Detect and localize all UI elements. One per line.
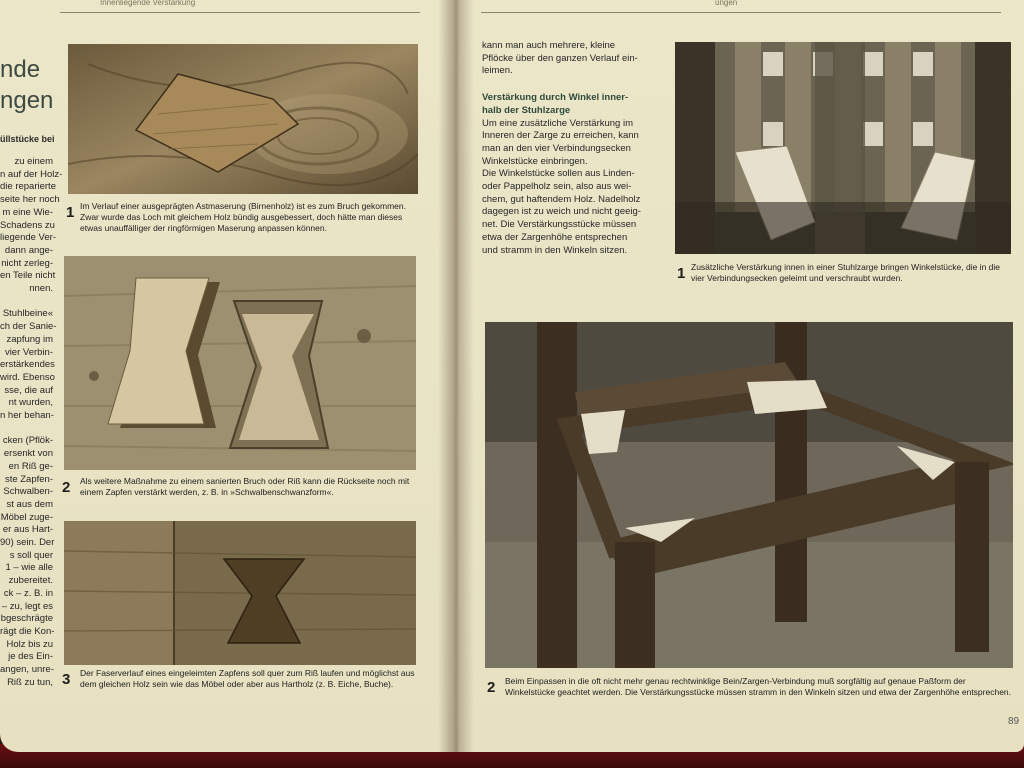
body-line: dagegen ist zu weich und nicht geeig-: [482, 206, 641, 218]
column-line: vier Verbin-: [4, 346, 53, 358]
body-line: und stramm in den Winkeln sitzen.: [482, 244, 628, 256]
column-line: cken (Pflök-: [2, 435, 53, 447]
column-line: [0, 296, 53, 309]
column-line: je des Ein-: [8, 651, 53, 663]
fig2-caption: Als weitere Maßnahme zu einem sanierten Bruch oder Riß kann die Rückseite noch mit einem Zapfen verstärkt werden, z. B. in »Schwalbenschwanzform«.: [80, 476, 410, 497]
column-line: ck – z. B. in: [3, 587, 53, 599]
column-line: st aus dem: [6, 498, 53, 510]
side-title-line-1: nde: [0, 56, 41, 83]
column-line: ersenkt von: [3, 448, 53, 460]
column-line: Möbel zuge-: [0, 511, 53, 523]
column-line: wird. Ebenso: [0, 371, 55, 383]
intro-line: leimen.: [482, 65, 513, 77]
running-head-left: Innenliegende Verstärkung: [100, 0, 196, 7]
column-line: er aus Hart-: [2, 524, 53, 536]
header-rule-right: [481, 12, 1001, 13]
fig3-caption: Der Faserverlauf eines eingeleimten Zapfens soll quer zum Riß laufen und möglichst aus dem gleichen Holz sein wie das Möbel oder aber aus Hartholz (z. B. Eiche, Buche).: [80, 668, 415, 689]
body-line: Winkelstücke einbringen.: [482, 155, 588, 167]
column-line: 1 – wie alle: [5, 562, 53, 574]
body-line: oder Pappelholz sein, also aus wei-: [482, 181, 632, 193]
body-line: Inneren der Zarge zu erreichen, kann: [482, 130, 639, 142]
column-line: Schwalben-: [3, 486, 53, 498]
spacer: [482, 78, 667, 92]
fig1-caption: Im Verlauf einer ausgeprägten Astmaserung (Birnenholz) ist es zum Bruch gekommen. Zwar wurde das Loch mit gleichem Holz bündig ausgebessert, doch hätte man dieses etwas unauffälliger der ringförmigen Maserung anpassen können.: [80, 201, 406, 233]
column-line: Stuhlbeine«: [2, 308, 53, 320]
photo-inlaid-dovetail: [64, 521, 416, 665]
left-page: [0, 0, 455, 752]
page-number: 89: [1008, 716, 1020, 727]
column-line: Riß zu tun,: [7, 676, 53, 688]
column-line: ste Zapfen-: [4, 473, 53, 485]
column-line: zubereitet.: [8, 575, 53, 587]
body-line: Um eine zusätzliche Verstärkung im: [482, 117, 634, 129]
column-line: n her behan-: [0, 410, 54, 422]
body-line: net. Die Verstärkungsstücke müssen: [482, 219, 637, 231]
body-line: man an den vier Verbindungsecken: [482, 142, 631, 154]
column-line: zapfung im: [6, 333, 53, 345]
column-line: nnen.: [29, 283, 53, 295]
header-rule-left: [60, 12, 420, 13]
column-line: – zu, legt es: [1, 600, 53, 612]
column-line: erstärkendes: [0, 359, 55, 371]
section-heading-line: Verstärkung durch Winkel inner-: [482, 92, 629, 104]
photo-birch-grain-patch: [68, 44, 418, 194]
right-text-column: [482, 40, 667, 257]
body-line: Die Winkelstücke sollen aus Linden-: [482, 168, 635, 180]
cropped-text-column: [0, 156, 63, 690]
column-line: dann ange-: [4, 244, 53, 256]
column-line: zu einem: [14, 156, 53, 167]
section-heading-line: halb der Stuhlzarge: [482, 104, 571, 116]
column-line: nt wurden,: [8, 397, 53, 409]
photo-dovetail-pieces: [64, 256, 416, 470]
fig-r1-caption: Zusätzliche Verstärkung innen in einer Stuhlzarge bringen Winkelstücke, die in die vier Verbindungsecken geleimt und verschraubt wurden.: [691, 262, 1001, 283]
fig1-number: 1: [66, 204, 75, 221]
column-line: nicht zerleg-: [1, 257, 53, 269]
side-title-line-2: ngen: [0, 87, 54, 114]
column-line: 90) sein. Der: [0, 537, 55, 549]
photo-chair-frame-webbing: [675, 42, 1011, 254]
fig-r2-caption: Beim Einpassen in die oft nicht mehr genau rechtwinklige Bein/Zargen-Verbindung muß sorgfältig auf genaue Paßform der Winkelstücke geachtet werden. Die Verstärkungsstücke müssen stramm in den Winkeln sitzen und etwa der Zargenhöhe entsprechen.: [505, 676, 1012, 697]
column-line: s soll quer: [9, 549, 53, 561]
book-gutter: [438, 0, 474, 752]
body-line: chem, gut haftendem Holz. Nadelholz: [482, 193, 641, 205]
column-line: en Riß ge-: [8, 460, 53, 472]
column-line: Schadens zu: [0, 219, 55, 231]
fig-r2-number: 2: [487, 679, 496, 696]
column-line: m eine Wie-: [2, 206, 53, 218]
column-line: die reparierte: [0, 181, 56, 193]
intro-line: Pflöcke über den ganzen Verlauf ein-: [482, 52, 638, 64]
column-line: angen, unre-: [0, 664, 54, 676]
column-line: rägt die Kon-: [0, 625, 55, 637]
column-line: n auf der Holz-: [0, 168, 63, 180]
column-line: sse, die auf: [4, 384, 53, 396]
fig3-number: 3: [62, 671, 71, 688]
photo-chair-with-corner-blocks: [485, 322, 1013, 668]
fig2-number: 2: [62, 479, 71, 496]
column-line: liegende Ver-: [0, 232, 56, 244]
side-subhead: üllstücke bei: [0, 134, 55, 144]
body-line: etwa der Zargenhöhe entsprechen: [482, 231, 628, 243]
column-line: ch der Sanie-: [0, 321, 57, 333]
right-page: [455, 0, 1024, 752]
column-line: [0, 423, 53, 436]
column-line: en Teile nicht: [0, 270, 56, 282]
running-head-right: ungen: [715, 0, 738, 7]
intro-line: kann man auch mehrere, kleine: [482, 40, 616, 51]
column-line: seite her noch: [0, 194, 60, 206]
column-line: bgeschrägte: [0, 613, 53, 625]
column-line: Holz bis zu: [6, 638, 53, 650]
fig-r1-number: 1: [677, 265, 686, 282]
